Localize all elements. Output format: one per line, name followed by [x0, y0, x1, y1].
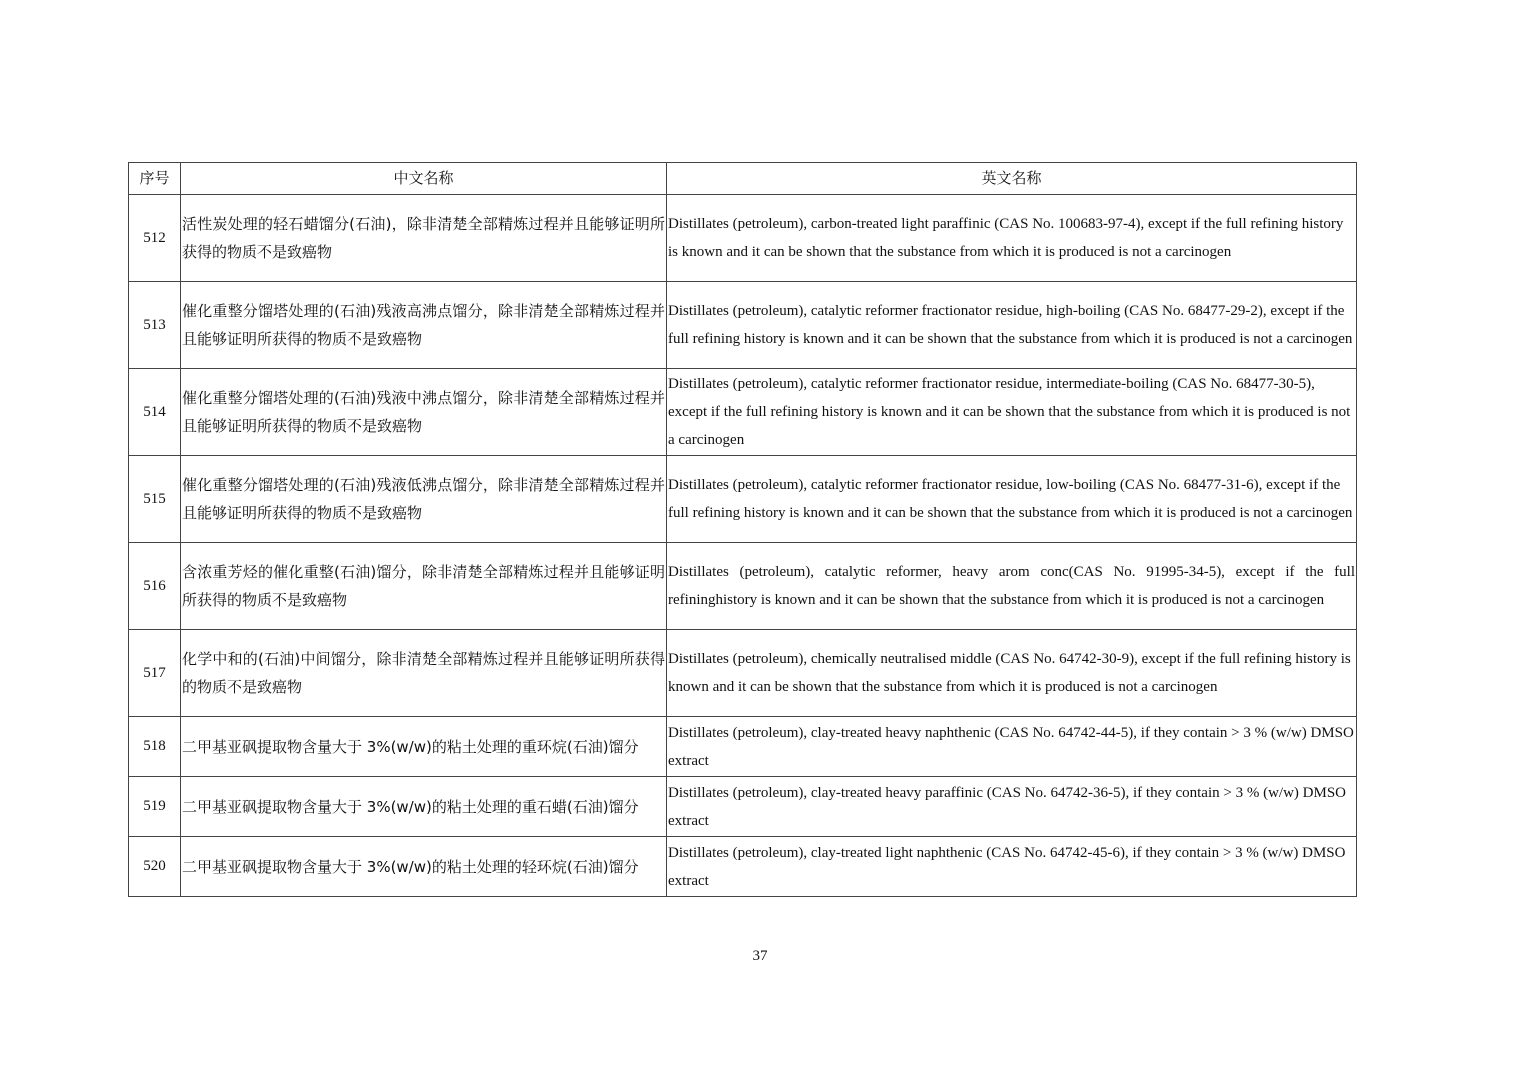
row-english-name: Distillates (petroleum), catalytic reformer fractionator residue, low-boiling (CAS No. 68477-31-6), except if the full refining history is known and it can be shown that the substance from which it is produced is not a carcinogen: [667, 456, 1357, 543]
row-english-name: Distillates (petroleum), clay-treated light naphthenic (CAS No. 64742-45-6), if they contain > 3 % (w/w) DMSO extract: [667, 837, 1357, 897]
table-row: [129, 837, 1357, 897]
header-chinese-name: 中文名称: [181, 163, 667, 195]
row-english-name: Distillates (petroleum), catalytic reformer fractionator residue, intermediate-boiling (CAS No. 68477-30-5), except if the full refining history is known and it can be shown that the substance from which it is produced is not a carcinogen: [667, 369, 1357, 456]
table-row: [129, 282, 1357, 369]
row-number: 512: [129, 195, 181, 282]
row-chinese-name: 催化重整分馏塔处理的(石油)残液低沸点馏分，除非清楚全部精炼过程并且能够证明所获得的物质不是致癌物: [181, 456, 667, 543]
row-number: 513: [129, 282, 181, 369]
row-chinese-name: 二甲基亚砜提取物含量大于 3%(w/w)的粘土处理的轻环烷(石油)馏分: [181, 837, 667, 897]
row-chinese-name: 催化重整分馏塔处理的(石油)残液中沸点馏分，除非清楚全部精炼过程并且能够证明所获得的物质不是致癌物: [181, 369, 667, 456]
row-chinese-name: 二甲基亚砜提取物含量大于 3%(w/w)的粘土处理的重环烷(石油)馏分: [181, 717, 667, 777]
table-row: [129, 543, 1357, 630]
header-english-name: 英文名称: [667, 163, 1357, 195]
row-english-name: Distillates (petroleum), clay-treated heavy paraffinic (CAS No. 64742-36-5), if they contain > 3 % (w/w) DMSO extract: [667, 777, 1357, 837]
row-english-name: Distillates (petroleum), clay-treated heavy naphthenic (CAS No. 64742-44-5), if they contain > 3 % (w/w) DMSO extract: [667, 717, 1357, 777]
row-chinese-name: 含浓重芳烃的催化重整(石油)馏分，除非清楚全部精炼过程并且能够证明所获得的物质不是致癌物: [181, 543, 667, 630]
row-number: 520: [129, 837, 181, 897]
row-english-name: Distillates (petroleum), carbon-treated light paraffinic (CAS No. 100683-97-4), except if the full refining history is known and it can be shown that the substance from which it is produced is not a carcinogen: [667, 195, 1357, 282]
row-english-name: Distillates (petroleum), catalytic reformer, heavy arom conc(CAS No. 91995-34-5), except if the full refininghistory is known and it can be shown that the substance from which it is produced is not a carcinogen: [667, 543, 1357, 630]
table-row: [129, 717, 1357, 777]
header-number: 序号: [129, 163, 181, 195]
table-row: [129, 195, 1357, 282]
row-chinese-name: 活性炭处理的轻石蜡馏分(石油)，除非清楚全部精炼过程并且能够证明所获得的物质不是致癌物: [181, 195, 667, 282]
table-row: [129, 630, 1357, 717]
row-chinese-name: 化学中和的(石油)中间馏分，除非清楚全部精炼过程并且能够证明所获得的物质不是致癌物: [181, 630, 667, 717]
table-header-row: [129, 163, 1357, 195]
substance-table: [128, 162, 1357, 897]
page-number: 37: [752, 948, 768, 964]
row-english-name: Distillates (petroleum), catalytic reformer fractionator residue, high-boiling (CAS No. 68477-29-2), except if the full refining history is known and it can be shown that the substance from which it is produced is not a carcinogen: [667, 282, 1357, 369]
row-chinese-name: 二甲基亚砜提取物含量大于 3%(w/w)的粘土处理的重石蜡(石油)馏分: [181, 777, 667, 837]
row-chinese-name: 催化重整分馏塔处理的(石油)残液高沸点馏分，除非清楚全部精炼过程并且能够证明所获得的物质不是致癌物: [181, 282, 667, 369]
row-english-name: Distillates (petroleum), chemically neutralised middle (CAS No. 64742-30-9), except if the full refining history is known and it can be shown that the substance from which it is produced is not a carcinogen: [667, 630, 1357, 717]
row-number: 516: [129, 543, 181, 630]
row-number: 514: [129, 369, 181, 456]
row-number: 519: [129, 777, 181, 837]
row-number: 518: [129, 717, 181, 777]
table-row: [129, 369, 1357, 456]
row-number: 515: [129, 456, 181, 543]
row-number: 517: [129, 630, 181, 717]
table-row: [129, 456, 1357, 543]
table-row: [129, 777, 1357, 837]
